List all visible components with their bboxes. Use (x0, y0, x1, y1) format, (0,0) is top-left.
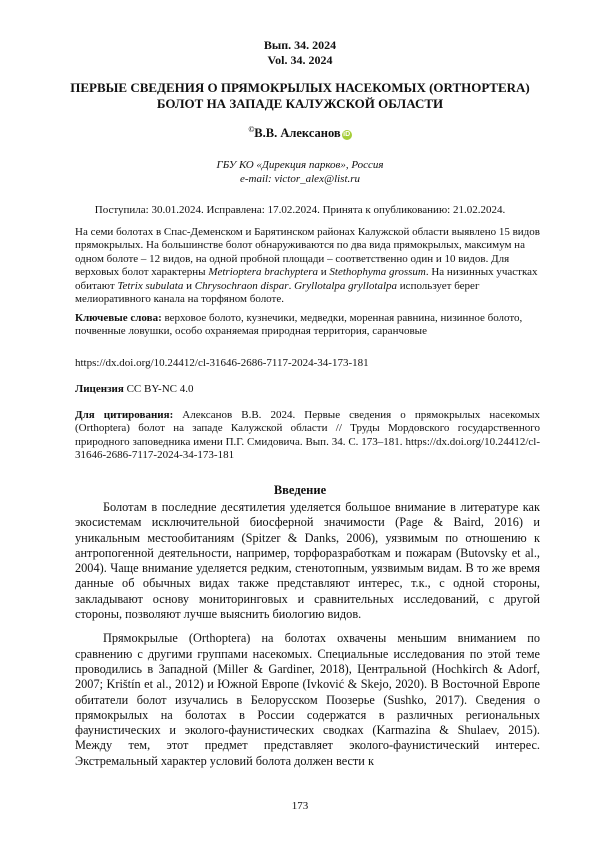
license-label: Лицензия (75, 383, 124, 395)
affiliation-org: ГБУ КО «Дирекция парков», Россия (216, 159, 384, 171)
keywords-label: Ключевые слова: (75, 312, 162, 324)
abstract-text: и (183, 279, 195, 292)
article-title: ПЕРВЫЕ СВЕДЕНИЯ О ПРЯМОКРЫЛЫХ НАСЕКОМЫХ (ORTHOPTERA) БОЛОТ НА ЗАПАДЕ КАЛУЖСКОЙ ОБЛАСТИ (70, 80, 530, 111)
author-name: В.В. Алексанов (254, 126, 341, 141)
species-name: Tetrix subulata (117, 279, 184, 292)
submission-dates: Поступила: 30.01.2024. Исправлена: 17.02.2024. Принята к опубликованию: 21.02.2024. (94, 204, 506, 216)
page-number: 173 (291, 800, 309, 812)
citation (75, 409, 540, 463)
citation-text: Алексанов В.В. 2024. Первые сведения о прямокрылых насекомых (Orthoptera) болот на западе Калужской области // Труды Мордовского государственного природного заповедника имени П.Г. Смидовича. Вып. 34. С. 173–181. https://dx.doi.org/10.24412/cl-31646-2686-7117-2024-34-173-181 (75, 409, 540, 462)
abstract-text: . На низинных участках обитают (75, 266, 538, 292)
author-line (0, 125, 600, 141)
species-name: Chrysochraon dispar (194, 279, 289, 292)
species-name: Stethophyma grossum (329, 266, 426, 279)
abstract-text: и (318, 266, 330, 279)
body-text (75, 500, 540, 778)
paragraph: Прямокрылые (Orthoptera) на болотах охвачены меньшим вниманием по сравнению с другими группами насекомых. Специальные исследования по этой теме проводились в Западной (Miller & Gardiner, 2018), Центральной (Hochkirch & Adorf, 2007; Krištín et al., 2012) и Южной Европе (Ivković & Skejo, 2020). В Восточной Европе обитатели болот изучались в Белорусском Поозерье (Sushko, 2017). Сведения о прямокрылых на болотах в России содержатся в различных региональных фаунистических и эколого-фаунистических сводках (Karmazina & Shulaev, 2015). Между тем, этот предмет представляет эколого-фаунистический интерес. Экстремальный характер условий болота должен вести к (75, 631, 540, 768)
citation-label: Для цитирования: (75, 409, 174, 421)
section-title: Введение (273, 483, 327, 497)
license (75, 383, 194, 395)
license-text: CC BY-NC 4.0 (123, 383, 194, 395)
copyright-mark: © (248, 125, 255, 134)
keywords-text: верховое болото, кузнечики, медведки, моренная равнина, низинное болото, почвенные ловушки, особо охраняемая природная территория, саранчовые (75, 312, 523, 338)
keywords (75, 312, 540, 339)
journal-issue-header (0, 38, 600, 68)
species-name: Metrioptera brachyptera (208, 266, 319, 279)
abstract-text: . (288, 279, 295, 292)
doi-link[interactable]: https://dx.doi.org/10.24412/cl-31646-2686-7117-2024-34-173-181 (75, 357, 369, 369)
paragraph: Болотам в последние десятилетия уделяется большое внимание в литературе как экосистемам исключительной биосферной значимости (Page & Baird, 2016) и уникальным местообитаниям (Spitzer & Danks, 2006), уязвимым по отношению к антропогенной деятельности, например, торфоразработкам и пожарам (Butovsky et al., 2004). Чаще внимание уделяется редким, стенотопным, уязвимым видам. В то же время данные об обычных видах также представляют интерес, т.к., с одной стороны, закладывают основу мониторинговых и сравнительных исследований, с другой стороны, позволяют лучше выяснить биологию видов. (75, 500, 540, 622)
issue-en: Vol. 34. 2024 (267, 53, 333, 67)
affiliation-email[interactable]: e-mail: victor_alex@list.ru (239, 173, 361, 185)
abstract-text: На семи болотах в Спас-Деменском и Барятинском районах Калужской области выявлено 15 видов прямокрылых. На большинстве болот обнаруживаются по два вида прямокрылых, максимум на одном болоте – 12 видов, на одной пробной площади – соответственно один и 10 видов. Для верховых болот характерны (75, 226, 540, 279)
species-name: Gryllotalpa gryllotalpa (294, 279, 398, 292)
abstract-text: использует берег мелиоративного канала на торфяном болоте. (75, 279, 480, 306)
affiliation (0, 158, 600, 186)
issue-ru: Вып. 34. 2024 (263, 38, 337, 52)
orcid-icon[interactable]: iD (343, 131, 351, 139)
abstract (75, 226, 540, 306)
